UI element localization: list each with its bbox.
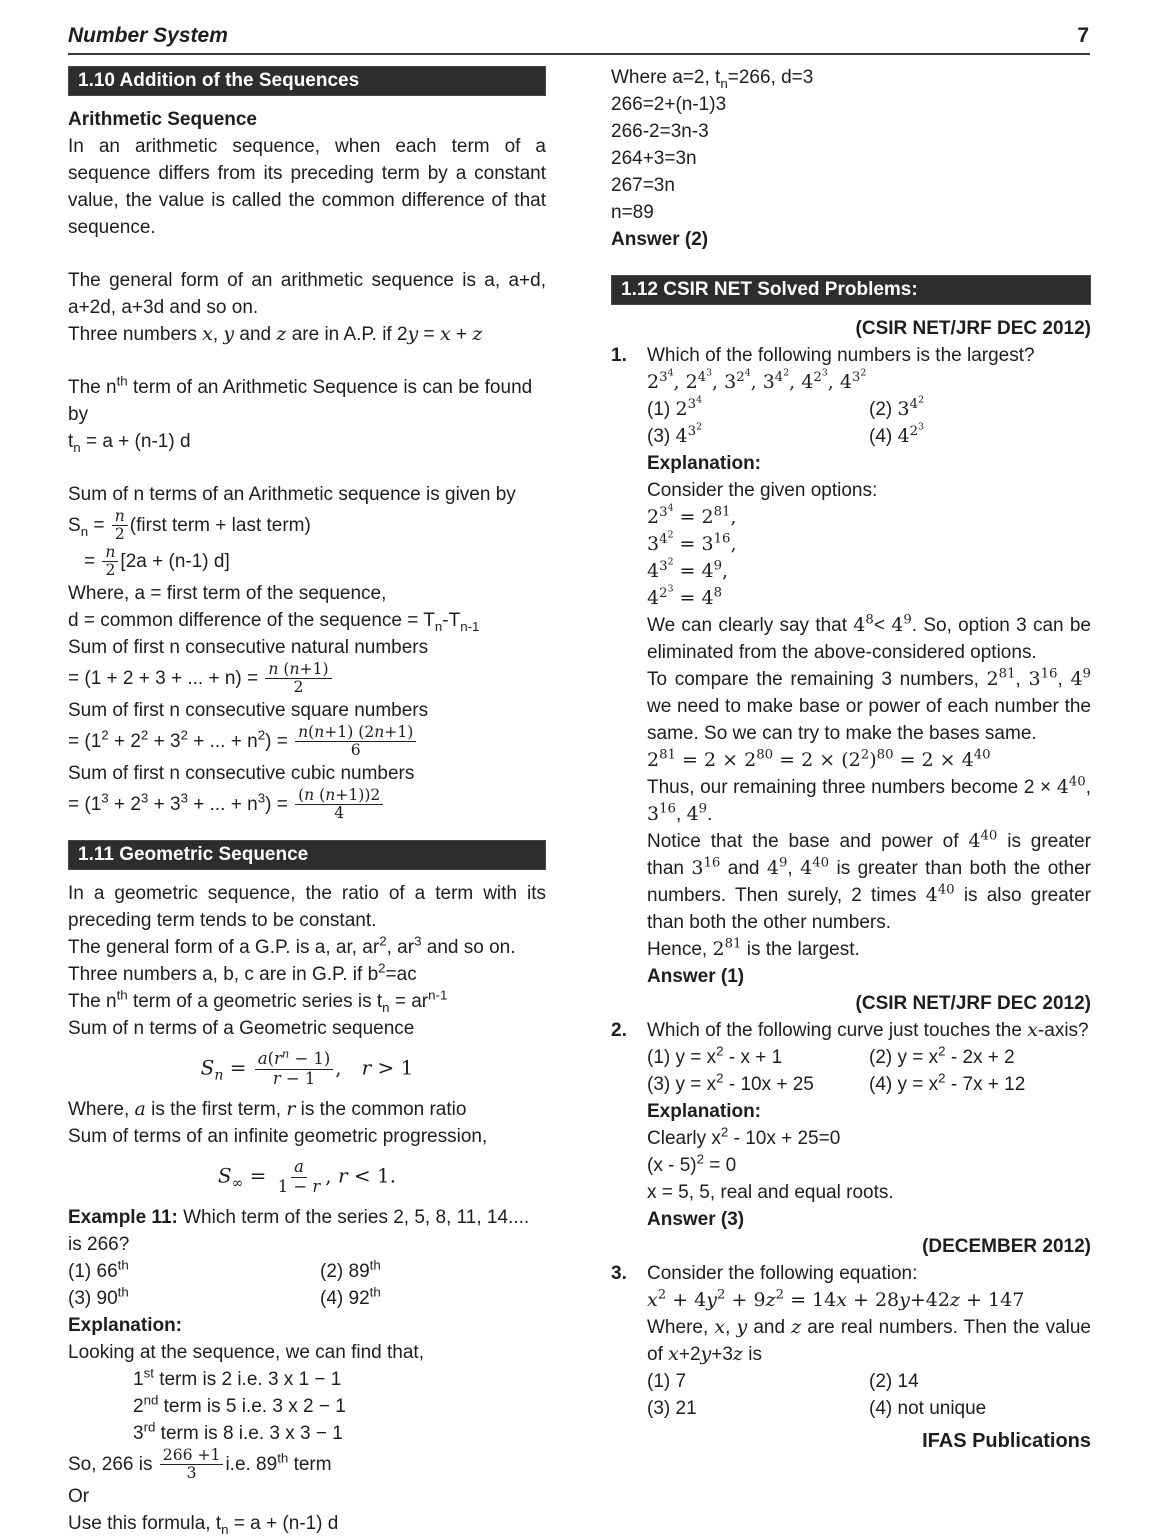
text-line: Sum of first n consecutive square numbers: [68, 699, 429, 721]
explanation-label: Explanation:: [647, 453, 762, 474]
formula-line: = (1 + 2 + 3 + ... + n) = $\frac{n (n+1)}{2}$: [68, 661, 546, 697]
option: (4) not unique: [869, 1398, 987, 1419]
option: (1) $2^{3^4}$: [647, 394, 702, 420]
text-line: Sum of first n consecutive cubic numbers: [68, 762, 415, 784]
text-line: Thus, our remaining three numbers become $2 \times 4^{40}$, $3^{16}$, $4^9$.: [647, 774, 1091, 825]
formula-line: Clearly $x^2 - 10x + 25=0$: [647, 1124, 841, 1149]
text-line: Sum of terms of an infinite geometric progression,: [68, 1126, 488, 1148]
publisher-footer: IFAS Publications: [922, 1430, 1091, 1452]
arithmetic-sequence-heading: Arithmetic Sequence: [68, 109, 257, 130]
section-1-10-header: 1.10 Addition of the Sequences: [68, 66, 546, 96]
answer-line: Answer (2): [611, 229, 709, 250]
explanation-label: Explanation:: [68, 1314, 183, 1336]
formula-line: $2^{81} = 2 \times 2^{80} = 2 \times (2^2)^{80} = 2 \times 4^{40}$: [647, 747, 991, 771]
formula-line: $t_n = a + (n-1)$ d: [68, 431, 191, 455]
option: (2) 14: [869, 1371, 919, 1392]
formula-line: n=89: [611, 202, 654, 223]
formula-line: = ($1^2 + 2^2 + 3^2$ + ... + $n^2$) = $\frac{n(n+1) (2n+1)}{6}$: [68, 724, 546, 760]
problem-2-options: [647, 1044, 1091, 1098]
answer-line: Answer (3): [647, 1209, 745, 1230]
formula-line: So, 266 is $\frac{266 +1}{3}$ i.e. 89th term: [68, 1445, 332, 1483]
source-tag: (CSIR NET/JRF DEC 2012): [855, 993, 1091, 1014]
formula-line: Three numbers a, b, c are in G.P. if $b^2=ac$: [68, 961, 417, 986]
formula-line: = $\frac{n}{2}$ [2a + (n-1) d]: [84, 542, 230, 580]
option: (2) $3^{4^2}$: [869, 394, 924, 420]
text-line: Looking at the sequence, we can find that,: [68, 1341, 424, 1363]
option: (2) $y = x^2 - 2x + 2$: [869, 1043, 1015, 1068]
formula-line: $4^{2^3} = 4^8$: [647, 583, 723, 609]
formula-line: (x - 5)$^2$ = 0: [647, 1151, 737, 1176]
source-tag: (CSIR NET/JRF DEC 2012): [855, 318, 1091, 339]
example-options: [68, 1258, 546, 1312]
formula-line: 266-2=3n-3: [611, 121, 709, 142]
gp-sum-display-formula: $S_n$ = $\frac{a(r^n - 1)}{r - 1}$ , r > 1: [200, 1046, 414, 1088]
option: (3) $4^{3^2}$: [647, 421, 702, 447]
formula-line: $x^2 + 4y^2 + 9z^2 = 14x + 28y+42z + 147$: [647, 1287, 1025, 1311]
problem-3: [611, 1260, 1091, 1422]
explanation-label: Explanation:: [647, 1101, 762, 1122]
option: (4) $y = x^2 - 7x + 12$: [869, 1070, 1026, 1095]
text-line: The $n^{th}$ term of an Arithmetic Sequence is can be found by: [68, 373, 533, 425]
text-line: In a geometric sequence, the ratio of a term with its preceding term tends to be constant.: [68, 883, 546, 932]
formula-line: 264+3=3n: [611, 148, 697, 169]
problem-3-options: [647, 1368, 1091, 1422]
problem-1: [611, 342, 1091, 990]
example-question: Example 11: Which term of the series 2, 5, 8, 11, 14.... is 266?: [68, 1206, 530, 1255]
text-line: Where, x, y and z are real numbers. Then the value of x+2y+3z is: [647, 1316, 1091, 1365]
text-line: In an arithmetic sequence, when each term of a sequence differs from its preceding term by a constant value, the value is called the common difference of that sequence.: [68, 136, 546, 238]
answer-line: Answer (1): [647, 966, 745, 987]
formula-line: $3^{4^2} = 3^{16}$,: [647, 529, 737, 555]
question-text: Consider the following equation:: [647, 1263, 918, 1284]
text-line: Notice that the base and power of $4^{40}$ is greater than $3^{16}$ and $4^9$, $4^{40}$ is greater than both the other numbers. Then surely, 2 times $4^{40}$ is also greater than both the other numbers.: [647, 828, 1092, 933]
text-line: Where, a is the first term, r is the common ratio: [68, 1098, 467, 1121]
formula-line: d = common difference of the sequence = $T_n-T_{n-1}$: [68, 609, 480, 634]
question-text: Which of the following curve just touches the x-axis?: [647, 1019, 1089, 1041]
text-line: Or: [68, 1485, 90, 1507]
formula-line: 266=2+(n-1)3: [611, 94, 727, 115]
problem-2: [611, 1017, 1091, 1233]
right-column: [611, 64, 1091, 1453]
text-line: Hence, $2^{81}$ is the largest.: [647, 936, 860, 960]
formula-line: $S_n$ = $\frac{n}{2}$ (first term + last term): [68, 507, 311, 544]
option: (1) $y = x^2 - x + 1$: [647, 1043, 783, 1068]
page-title: Number System: [68, 24, 228, 47]
formula-line: $2^{3^4} = 2^{81}$,: [647, 502, 737, 528]
formula-line: 267=3n: [611, 175, 675, 196]
option: (4) 92th: [320, 1284, 381, 1309]
gp-infinite-sum-display-formula: $S_\infty$ = $\frac{a}{1 - r}$ , r < 1.: [217, 1157, 397, 1196]
left-column: [68, 66, 546, 1537]
formula-line: Three numbers x, y and z are in A.P. if 2y = x + z: [68, 323, 483, 345]
text-line: We can clearly say that $4^8< 4^9$. So, option 3 can be eliminated from the above-considered options.: [647, 612, 1092, 663]
formula-line: $4^{3^2} = 4^9$,: [647, 556, 729, 582]
option: (4) $4^{2^3}$: [869, 421, 924, 447]
problem-number: 2.: [611, 1020, 627, 1041]
text-line: To compare the remaining 3 numbers, $2^{81}$, $3^{16}$, $4^9$ we need to make base or power of each number the same. So we can try to make the bases same.: [647, 666, 1091, 744]
option: (3) 21: [647, 1398, 697, 1419]
formula-line: = ($1^3 + 2^3 + 3^3$ + ... + $n^3$) = $\frac{(n (n+1))2}{4}$: [68, 787, 546, 823]
text-line: Sum of first n consecutive natural numbers: [68, 636, 429, 658]
formula-line: The general form of a G.P. is a, ar, $ar^2$, $ar^3$ and so on.: [68, 934, 516, 959]
page-number: 7: [1077, 24, 1089, 47]
problem-1-options: [647, 396, 1091, 450]
problem-number: 1.: [611, 345, 627, 366]
text-line: Sum of n terms of an Arithmetic sequence is given by: [68, 484, 516, 505]
option: (1) 66th: [68, 1257, 129, 1282]
formula-line: 1st term is 2 i.e. 3 x 1 − 1: [133, 1365, 342, 1390]
text-line: Consider the given options:: [647, 480, 878, 501]
formula-line: x = 5, 5, real and equal roots.: [647, 1182, 894, 1203]
problem-number: 3.: [611, 1263, 627, 1284]
formula-line: Use this formula, $t_n = a + (n-1)$ d: [68, 1512, 339, 1537]
formula-line: The $n^{th}$ term of a geometric series is $t_n = ar^{n-1}$: [68, 988, 448, 1016]
text-line: The general form of an arithmetic sequence is a, a+d, a+2d, a+3d and so on.: [68, 270, 546, 318]
formula-line: 3rd term is 8 i.e. 3 x 3 − 1: [133, 1419, 343, 1444]
text-line: Sum of n terms of a Geometric sequence: [68, 1018, 415, 1040]
option: (1) 7: [647, 1371, 687, 1392]
formula-line: Where a=2, $t_n=266$, d=3: [611, 67, 814, 91]
text-line: Where, a = first term of the sequence,: [68, 582, 387, 604]
formula-line: $2^{3^4}$, $2^{4^3}$, $3^{2^4}$, $3^{4^2}$, $4^{2^3}$, $4^{3^2}$: [647, 367, 867, 393]
formula-line: 2nd term is 5 i.e. 3 x 2 − 1: [133, 1392, 346, 1417]
section-1-12-header: 1.12 CSIR NET Solved Problems:: [611, 275, 1091, 305]
option: (2) 89th: [320, 1257, 381, 1282]
source-tag: (DECEMBER 2012): [922, 1236, 1091, 1257]
section-1-11-header: 1.11 Geometric Sequence: [68, 840, 546, 870]
question-text: Which of the following numbers is the largest?: [647, 345, 1035, 366]
header-rule: [68, 53, 1090, 55]
option: (3) $y = x^2 - 10x + 25$: [647, 1070, 814, 1095]
option: (3) 90th: [68, 1284, 129, 1309]
